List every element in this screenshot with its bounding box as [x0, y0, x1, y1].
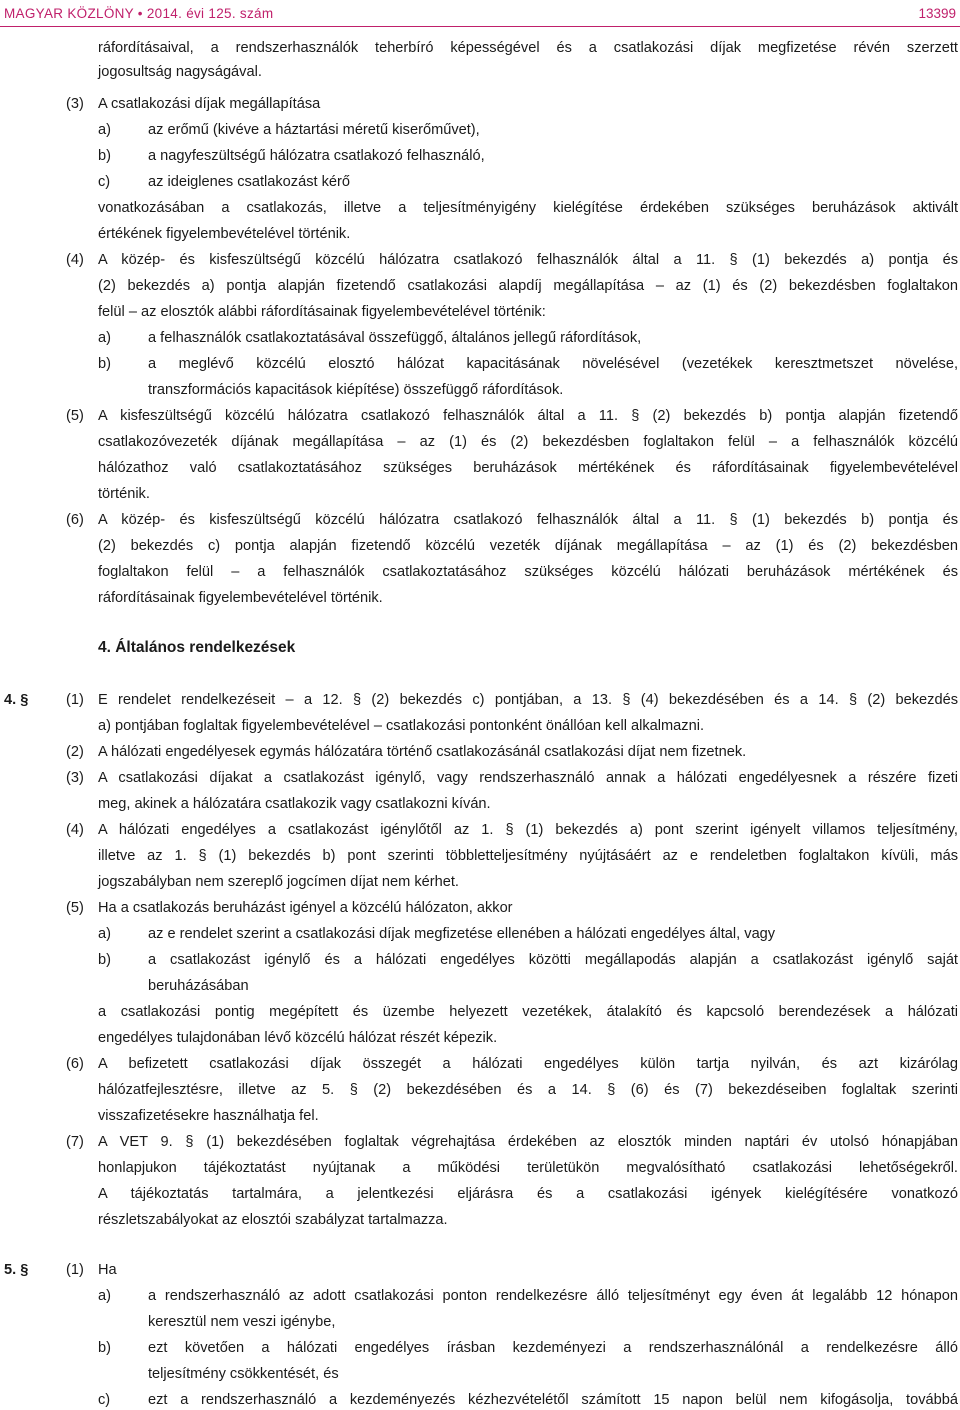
paragraph-number: (5): [66, 900, 84, 916]
text-line: (2) bekezdés a) pontja alapján fizetendő csatlakozási alapdíj megállapítása – az (1) és (2) bekezdésben foglaltakon: [98, 278, 958, 294]
list-item: a rendszerhasználó az adott csatlakozási ponton rendelkezésre álló teljesítményt egy éven át legalább 12 hónapon: [148, 1288, 958, 1304]
section-label: 4. §: [4, 692, 29, 708]
text-line: hálózathoz való csatlakoztatásához szükséges beruházások mértékének és ráfordításainak figyelembevételével: [98, 460, 958, 476]
text-line: A csatlakozási díjakat a csatlakozást igénylő, vagy rendszerhasználó annak a hálózati engedélyesnek a részére fizeti: [98, 770, 958, 786]
text-line: foglaltakon felül – a felhasználók csatlakoztatásához szükséges közcélú hálózati beruházások mértékének és: [98, 564, 958, 580]
text-line: vonatkozásában a csatlakozás, illetve a teljesítményigény kielégítése érdekében szükséges beruházások aktivált: [98, 200, 958, 216]
list-item: teljesítmény csökkentését, és: [148, 1366, 339, 1382]
list-marker: a): [98, 1288, 111, 1304]
list-marker: b): [98, 952, 111, 968]
list-marker: a): [98, 122, 111, 138]
text-line: hálózatfejlesztésre, illetve az 5. § (2) bekezdésében és a 14. § (6) és (7) bekezdéseiben foglaltak szerinti: [98, 1082, 958, 1098]
text-line: Ha: [98, 1262, 117, 1278]
text-line: A tájékoztatás tartalmára, a jelentkezési eljárásra és a csatlakozási igények kielégítésére vonatkozó: [98, 1186, 958, 1202]
paragraph-number: (5): [66, 408, 84, 424]
list-marker: c): [98, 1392, 111, 1408]
text-line: A VET 9. § (1) bekezdésében foglaltak végrehajtása érdekében az elosztók minden naptári év utolsó hónapjában: [98, 1134, 958, 1150]
paragraph-number: (3): [66, 770, 84, 786]
text-line: A befizetett csatlakozási díjak összegét a hálózati engedélyes külön tartja nyilván, és azt kizárólag: [98, 1056, 958, 1072]
list-marker: b): [98, 1340, 111, 1356]
paragraph-number: (3): [66, 96, 84, 112]
text-line: Ha a csatlakozás beruházást igényel a közcélú hálózaton, akkor: [98, 900, 513, 916]
text-line: honlapjukon tájékoztatást nyújtanak a működési területükön megvalósítható csatlakozási lehetőségekről.: [98, 1160, 958, 1176]
text-line: (2) bekezdés c) pontja alapján fizetendő közcélú vezeték díjának megállapítása – az (1) és (2) bekezdésben: [98, 538, 958, 554]
list-item: az erőmű (kivéve a háztartási méretű kiserőművet),: [148, 122, 480, 138]
text-line: visszafizetésekre használhatja fel.: [98, 1108, 319, 1124]
text-line: A csatlakozási díjak megállapítása: [98, 96, 321, 112]
list-item: a csatlakozást igénylő és a hálózati engedélyes közötti megállapodás alapján a csatlakozást igénylő saját: [148, 952, 958, 968]
list-marker: c): [98, 174, 111, 190]
page-header: [0, 0, 960, 32]
paragraph-number: (1): [66, 692, 84, 708]
paragraph-number: (6): [66, 1056, 84, 1072]
text-line: A közép- és kisfeszültségű közcélú hálózatra csatlakozó felhasználók által a 11. § (1) bekezdés b) pontja és: [98, 512, 958, 528]
text-line: értékének figyelembevételével történik.: [98, 226, 351, 242]
list-item: az ideiglenes csatlakozást kérő: [148, 174, 350, 190]
paragraph-number: (7): [66, 1134, 84, 1150]
text-line: engedélyes tulajdonában lévő közcélú hálózat részét képezik.: [98, 1030, 498, 1046]
list-item: a nagyfeszültségű hálózatra csatlakozó felhasználó,: [148, 148, 485, 164]
text-line: A kisfeszültségű közcélú hálózatra csatlakozó felhasználók által a 11. § (2) bekezdés b) pontja alapján fizetendő: [98, 408, 958, 424]
text-line: jogszabályban nem szereplő jogcímen díjat nem kérhet.: [98, 874, 459, 890]
section-heading: 4. Általános rendelkezések: [98, 639, 296, 656]
list-item: az e rendelet szerint a csatlakozási díjak megfizetése ellenében a hálózati engedélyes által, vagy: [148, 926, 776, 942]
text-line: történik.: [98, 486, 150, 502]
paragraph-number: (4): [66, 822, 84, 838]
text-line: illetve az 1. § (1) bekezdés b) pont szerinti többletteljesítmény nyújtásáért az e rendeletben foglaltakon kívüli, más: [98, 848, 958, 864]
text-line: a) pontjában foglaltak figyelembevételével – csatlakozási pontonként önállóan kell alkalmazni.: [98, 718, 705, 734]
text-line: A hálózati engedélyesek egymás hálózatára történő csatlakozásánál csatlakozási díjat nem fizetnek.: [98, 744, 747, 760]
list-item: beruházásában: [148, 978, 249, 994]
text-line: jogosultság nagyságával.: [98, 64, 262, 80]
list-marker: a): [98, 926, 111, 942]
text-line: részletszabályokat az elosztói szabályzat tartalmazza.: [98, 1212, 448, 1228]
page-number: 13399: [918, 6, 956, 21]
list-item: ezt követően a hálózati engedélyes írásban kezdeményezi a rendszerhasználónál a rendelkezésre álló: [148, 1340, 958, 1356]
list-marker: a): [98, 330, 111, 346]
text-line: meg, akinek a hálózatára csatlakozik vagy csatlakozni kíván.: [98, 796, 491, 812]
paragraph-number: (1): [66, 1262, 84, 1278]
text-line: A közép- és kisfeszültségű közcélú hálózatra csatlakozó felhasználók által a 11. § (1) bekezdés a) pontja és: [98, 252, 958, 268]
paragraph-number: (2): [66, 744, 84, 760]
paragraph-number: (4): [66, 252, 84, 268]
list-item: keresztül nem veszi igénybe,: [148, 1314, 336, 1330]
list-item: a felhasználók csatlakoztatásával összefüggő, általános jellegű ráfordítások,: [148, 330, 642, 346]
text-line: E rendelet rendelkezéseit – a 12. § (2) bekezdés c) pontjában, a 13. § (4) bekezdésében és a 14. § (2) bekezdés: [98, 692, 958, 708]
list-marker: b): [98, 148, 111, 164]
text-line: a csatlakozási pontig megépített és üzembe helyezett vezetékek, átalakító és kapcsoló berendezések a hálózati: [98, 1004, 958, 1020]
journal-title: MAGYAR KÖZLÖNY • 2014. évi 125. szám: [4, 6, 274, 21]
section-label: 5. §: [4, 1262, 29, 1278]
text-line: A hálózati engedélyes a csatlakozást igénylőtől az 1. § (1) bekezdés a) pont szerint igényelt villamos teljesítmény,: [98, 822, 958, 838]
text-line: ráfordításainak figyelembevételével történik.: [98, 590, 383, 606]
list-item: transzformációs kapacitások kiépítése) összefüggő ráfordítások.: [148, 382, 564, 398]
paragraph-number: (6): [66, 512, 84, 528]
header-rule: [0, 26, 960, 27]
list-marker: b): [98, 356, 111, 372]
list-item: ezt a rendszerhasználó a kezdeményezés kézhezvételétől számított 15 napon belül nem kifogásolja, továbbá: [148, 1392, 958, 1408]
text-line: felül – az elosztók alábbi ráfordításainak figyelembevételével történik:: [98, 304, 546, 320]
text-line: ráfordításaival, a rendszerhasználók teherbíró képességével és a csatlakozási díjak megfizetése révén szerzett: [98, 40, 958, 56]
text-line: csatlakozóvezeték díjának megállapítása – az (1) és (2) bekezdésben foglaltakon felül – a felhasználók közcélú: [98, 434, 958, 450]
list-item: a meglévő közcélú elosztó hálózat kapacitásának növelésével (vezetékek keresztmetszet növelése,: [148, 356, 958, 372]
